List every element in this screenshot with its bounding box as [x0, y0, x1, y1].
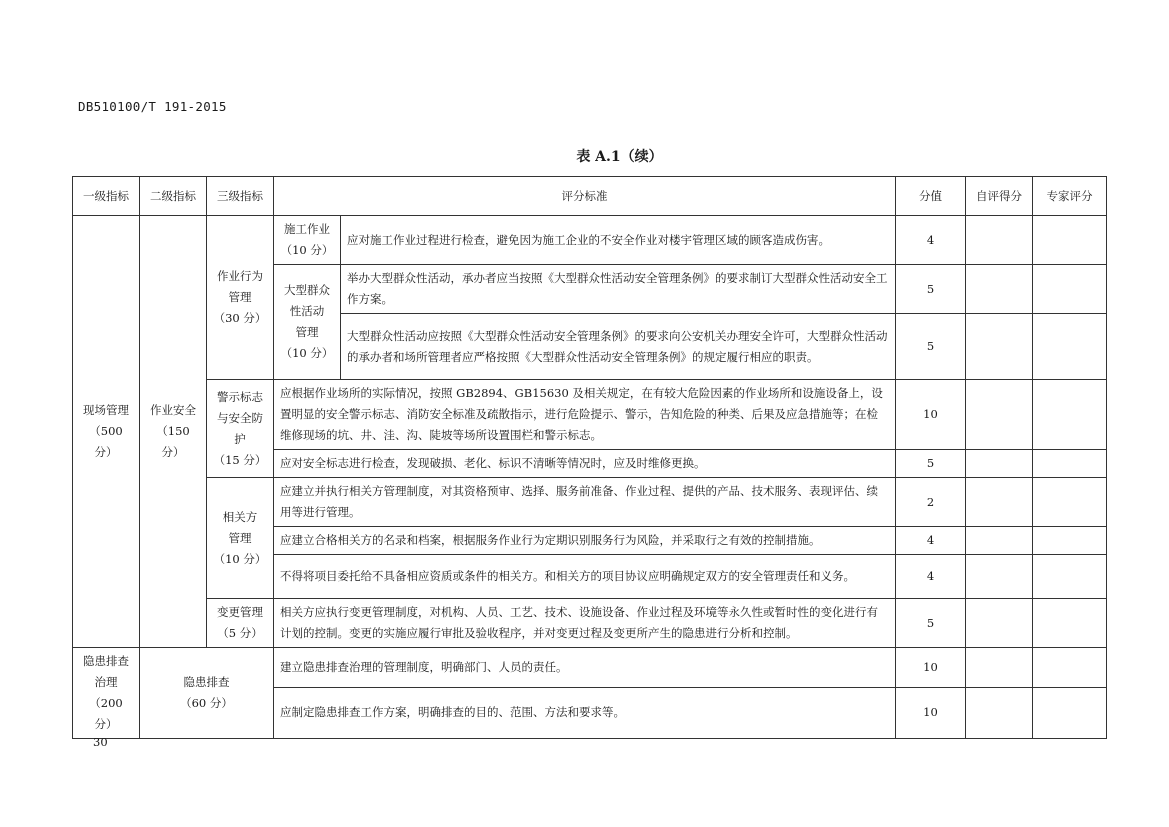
self-score-cell[interactable] [966, 380, 1033, 450]
score-cell: 4 [896, 216, 966, 265]
scoring-table [72, 176, 1107, 739]
table-row [73, 380, 1107, 450]
level3-cell-related: 相关方 管理 （10 分） [207, 478, 274, 599]
sub-cell-construction: 施工作业 （10 分） [274, 216, 341, 265]
criteria-cell: 不得将项目委托给不具备相应资质或条件的相关方。和相关方的项目协议应明确规定双方的安全管理责任和义务。 [274, 555, 896, 599]
criteria-cell: 应对安全标志进行检查，发现破损、老化、标识不清晰等情况时，应及时维修更换。 [274, 450, 896, 478]
criteria-cell: 应制定隐患排查工作方案，明确排查的目的、范围、方法和要求等。 [274, 687, 896, 738]
col-header-level3: 三级指标 [207, 177, 274, 216]
criteria-cell: 相关方应执行变更管理制度，对机构、人员、工艺、技术、设施设备、作业过程及环境等永久性或暂时性的变化进行有计划的控制。变更的实施应履行审批及验收程序，并对变更过程及变更所产生的隐患进行分析和控制。 [274, 599, 896, 648]
table-row [73, 216, 1107, 265]
self-score-cell[interactable] [966, 216, 1033, 265]
table-row [73, 478, 1107, 527]
level1-cell-hazard: 隐患排查 治理 （200 分） [73, 648, 140, 739]
col-header-self-score: 自评得分 [966, 177, 1033, 216]
criteria-cell: 应建立合格相关方的名录和档案，根据服务作业行为定期识别服务行为风险，并采取行之有效的控制措施。 [274, 527, 896, 555]
expert-score-cell[interactable] [1033, 380, 1107, 450]
self-score-cell[interactable] [966, 599, 1033, 648]
level3-cell-signs: 警示标志 与安全防 护 （15 分） [207, 380, 274, 478]
col-header-level2: 二级指标 [140, 177, 207, 216]
expert-score-cell[interactable] [1033, 265, 1107, 314]
expert-score-cell[interactable] [1033, 216, 1107, 265]
level2-cell-hazard-check: 隐患排查 （60 分） [140, 648, 274, 739]
score-cell: 10 [896, 380, 966, 450]
score-cell: 2 [896, 478, 966, 527]
criteria-cell: 举办大型群众性活动，承办者应当按照《大型群众性活动安全管理条例》的要求制订大型群众性活动安全工作方案。 [341, 265, 896, 314]
score-cell: 5 [896, 314, 966, 380]
page-number: 30 [93, 735, 108, 749]
expert-score-cell[interactable] [1033, 527, 1107, 555]
level3-cell-change: 变更管理 （5 分） [207, 599, 274, 648]
score-cell: 5 [896, 599, 966, 648]
score-cell: 5 [896, 450, 966, 478]
level2-cell-work-safety: 作业安全 （150 分） [140, 216, 207, 648]
col-header-expert-score: 专家评分 [1033, 177, 1107, 216]
self-score-cell[interactable] [966, 555, 1033, 599]
score-cell: 4 [896, 527, 966, 555]
expert-score-cell[interactable] [1033, 648, 1107, 688]
expert-score-cell[interactable] [1033, 555, 1107, 599]
col-header-criteria: 评分标准 [274, 177, 896, 216]
self-score-cell[interactable] [966, 648, 1033, 688]
self-score-cell[interactable] [966, 314, 1033, 380]
table-row [73, 648, 1107, 688]
expert-score-cell[interactable] [1033, 450, 1107, 478]
expert-score-cell[interactable] [1033, 314, 1107, 380]
criteria-cell: 建立隐患排查治理的管理制度，明确部门、人员的责任。 [274, 648, 896, 688]
score-cell: 10 [896, 648, 966, 688]
criteria-cell: 大型群众性活动应按照《大型群众性活动安全管理条例》的要求向公安机关办理安全许可，大型群众性活动的承办者和场所管理者应严格按照《大型群众性活动安全管理条例》的规定履行相应的职责。 [341, 314, 896, 380]
expert-score-cell[interactable] [1033, 599, 1107, 648]
col-header-level1: 一级指标 [73, 177, 140, 216]
criteria-cell: 应根据作业场所的实际情况，按照 GB2894、GB15630 及相关规定，在有较大危险因素的作业场所和设施设备上，设置明显的安全警示标志、消防安全标准及疏散指示，进行危险提示、警示，告知危险的种类、后果及应急措施等；在检维修现场的坑、井、洼、沟、陡坡等场所设置围栏和警示标志。 [274, 380, 896, 450]
table-header-row [73, 177, 1107, 216]
sub-cell-mass-events: 大型群众 性活动 管理 （10 分） [274, 265, 341, 380]
criteria-cell: 应对施工作业过程进行检查，避免因为施工企业的不安全作业对楼宇管理区域的顾客造成伤害。 [341, 216, 896, 265]
table-row [73, 599, 1107, 648]
expert-score-cell[interactable] [1033, 478, 1107, 527]
self-score-cell[interactable] [966, 687, 1033, 738]
col-header-score: 分值 [896, 177, 966, 216]
score-cell: 4 [896, 555, 966, 599]
document-code: DB510100/T 191-2015 [78, 99, 227, 114]
criteria-cell: 应建立并执行相关方管理制度，对其资格预审、选择、服务前准备、作业过程、提供的产品、技术服务、表现评估、续用等进行管理。 [274, 478, 896, 527]
self-score-cell[interactable] [966, 478, 1033, 527]
self-score-cell[interactable] [966, 450, 1033, 478]
level1-cell-site-management: 现场管理 （500 分） [73, 216, 140, 648]
score-cell: 10 [896, 687, 966, 738]
expert-score-cell[interactable] [1033, 687, 1107, 738]
self-score-cell[interactable] [966, 527, 1033, 555]
self-score-cell[interactable] [966, 265, 1033, 314]
level3-cell-behavior: 作业行为 管理 （30 分） [207, 216, 274, 380]
table-title: 表 A.1（续） [576, 149, 663, 165]
score-cell: 5 [896, 265, 966, 314]
